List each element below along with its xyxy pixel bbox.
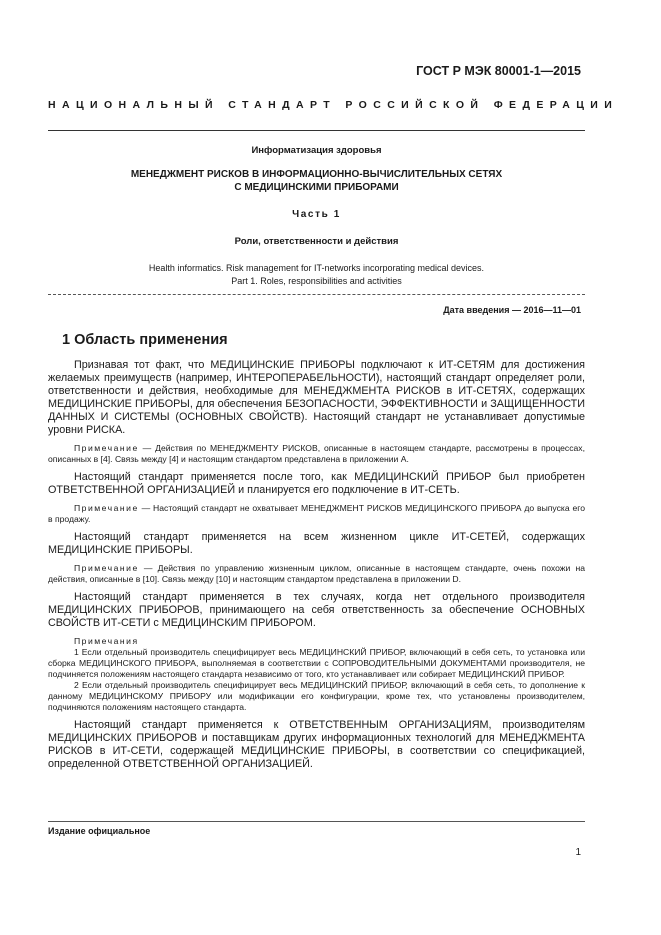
edition-label: Издание официальное <box>48 826 151 836</box>
main-title-line-1: МЕНЕДЖМЕНТ РИСКОВ В ИНФОРМАЦИОННО-ВЫЧИСЛИТЕЛЬНЫХ СЕТЯХ <box>130 169 503 180</box>
paragraph-1: Признавая тот факт, что МЕДИЦИНСКИЕ ПРИБОРЫ подключают к ИТ-СЕТЯМ для достижения желаемых преимуществ (например, ИНТЕРОПЕРАБЕЛЬНОСТИ), настоящий стандарт определяет роли, ответственности и действия, необходимые для МЕНЕДЖМЕНТА РИСКОВ в ИТ-СЕТЯХ, содержащих МЕДИЦИНСКИЕ ПРИБОРЫ, для обеспечения БЕЗОПАСНОСТИ, ЭФФЕКТИВНОСТИ и ЗАЩИЩЕННОСТИ ДАННЫХ И СИСТЕМЫ (ОСНОВНЫХ СВОЙСТВ). Настоящий стандарт не устанавливает допустимые уровни РИСКА. <box>48 359 585 436</box>
paragraph-2: Настоящий стандарт применяется после того, как МЕДИЦИНСКИЙ ПРИБОР был приобретен ОТВЕТСТВЕННОЙ ОРГАНИЗАЦИЕЙ и планируется его подключение в ИТ-СЕТЬ. <box>48 471 585 496</box>
english-title <box>48 262 585 288</box>
note-2-text: — Настоящий стандарт не охватывает МЕНЕДЖМЕНТ РИСКОВ МЕДИЦИНСКОГО ПРИБОРА до выпуска его в продажу. <box>48 503 585 524</box>
part-number: Часть 1 <box>292 209 341 220</box>
notes-item-2: 2 Если отдельный производитель специфицирует весь МЕДИЦИНСКИЙ ПРИБОР, включающий в себя сеть, то дополнение к данному МЕДИЦИНСКОМУ ПРИБОРУ или модификации его конфигурации, кроме тех, что установлены производителем, подчиняются положениям настоящего стандарта. <box>48 680 585 712</box>
section-body <box>48 359 585 771</box>
note-3 <box>48 563 585 585</box>
notes-heading <box>48 636 585 647</box>
english-title-line-2: Part 1. Roles, responsibilities and activities <box>231 276 402 286</box>
note-1-label: Примечание <box>74 443 139 453</box>
section-heading: 1 Область применения <box>62 332 228 348</box>
note-2-label: Примечание <box>74 503 139 513</box>
note-1 <box>48 443 585 465</box>
title-divider <box>48 294 585 295</box>
paragraph-4: Настоящий стандарт применяется в тех случаях, когда нет отдельного производителя МЕДИЦИНСКИХ ПРИБОРОВ, принимающего на себя ответственность за обеспечение ОСНОВНЫХ СВОЙСТВ ИТ-СЕТИ с МЕДИЦИНСКИМ ПРИБОРОМ. <box>48 591 585 629</box>
notes-item-1: 1 Если отдельный производитель специфицирует весь МЕДИЦИНСКИЙ ПРИБОР, включающий в себя сеть, то установка или сборка МЕДИЦИНСКОГО ПРИБОРА, выполняемая в соответствии с СОПРОВОДИТЕЛЬНЫМИ ДОКУМЕНТАМИ производителя, не подчиняется положениям настоящего стандарта независимо от того, кто устанавливает или собирает МЕДИЦИНСКИЙ ПРИБОР. <box>48 647 585 679</box>
national-standard-banner: НАЦИОНАЛЬНЫЙ СТАНДАРТ РОССИЙСКОЙ ФЕДЕРАЦИИ <box>48 99 619 111</box>
part-title: Роли, ответственности и действия <box>234 236 399 247</box>
header-divider <box>48 130 585 131</box>
note-1-text: — Действия по МЕНЕДЖМЕНТУ РИСКОВ, описанные в настоящем стандарте, рассмотрены в процессах, описанных в [4]. Связь между [4] и настоящим стандартом представлена в приложении А. <box>48 443 585 464</box>
paragraph-5: Настоящий стандарт применяется к ОТВЕТСТВЕННЫМ ОРГАНИЗАЦИЯМ, производителям МЕДИЦИНСКИХ ПРИБОРОВ и поставщикам других информационных технологий для МЕНЕДЖМЕНТА РИСКОВ в ИТ-СЕТИ, содержащей МЕДИЦИНСКИЕ ПРИБОРЫ, в соответствии со спецификацией, определенной ОТВЕТСТВЕННОЙ ОРГАНИЗАЦИЕЙ. <box>48 719 585 770</box>
introduction-date: Дата введения — 2016—11—01 <box>443 305 581 315</box>
notes-label: Примечания <box>74 636 139 646</box>
main-title-line-2: С МЕДИЦИНСКИМИ ПРИБОРАМИ <box>234 182 399 193</box>
document-main-title <box>48 168 585 194</box>
note-3-label: Примечание <box>74 563 139 573</box>
note-3-text: — Действия по управлению жизненным циклом, описанные в настоящем стандарте, очень похожи на действия, описанные в [10]. Связь между [10] и настоящим стандартом представлена в приложении D. <box>48 563 585 584</box>
document-group-title: Информатизация здоровья <box>251 145 382 156</box>
paragraph-3: Настоящий стандарт применяется на всем жизненном цикле ИТ-СЕТЕЙ, содержащих МЕДИЦИНСКИЕ ПРИБОРЫ. <box>48 531 585 556</box>
footer-divider <box>48 821 585 822</box>
standard-code: ГОСТ Р МЭК 80001-1—2015 <box>416 64 581 78</box>
note-2 <box>48 503 585 525</box>
page-number: 1 <box>575 847 581 858</box>
english-title-line-1: Health informatics. Risk management for IT-networks incorporating medical devices. <box>148 263 485 273</box>
